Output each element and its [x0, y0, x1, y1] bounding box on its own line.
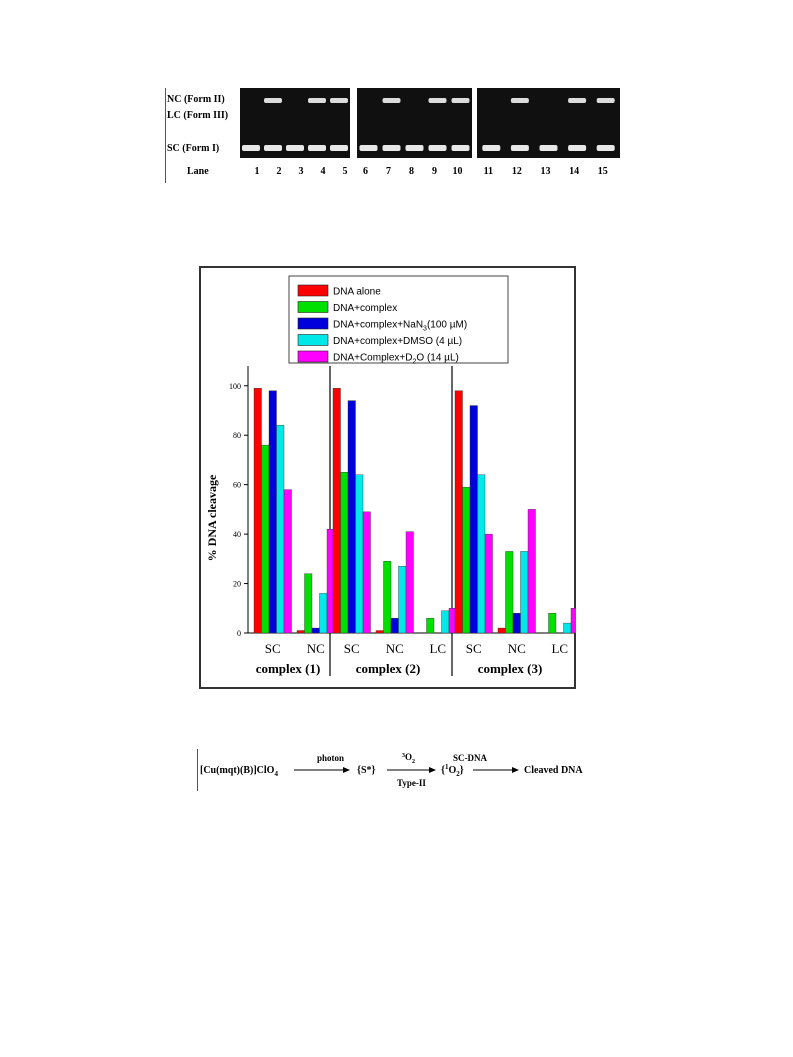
sc-band	[482, 145, 500, 151]
band-label-lc: LC (Form III)	[167, 110, 229, 121]
lane-title: Lane	[187, 166, 209, 177]
bar	[333, 388, 341, 633]
panel-label: complex (1)	[255, 661, 321, 676]
sc-band	[452, 145, 470, 151]
svg-text:[Cu(mqt)(B)]ClO4	[200, 765, 278, 778]
bar	[356, 475, 364, 633]
bar	[427, 618, 435, 633]
lane-number: 6	[363, 166, 368, 177]
bar	[363, 512, 371, 633]
sc-band	[568, 145, 586, 151]
bar	[391, 618, 399, 633]
nc-band	[308, 98, 326, 103]
dna-cleavage-bar-chart	[199, 266, 576, 689]
lane-number: 3	[298, 166, 304, 177]
nc-band	[452, 98, 470, 103]
y-tick-label: 0	[237, 629, 241, 638]
arrow-1-label: photon	[317, 753, 345, 763]
sc-band	[383, 145, 401, 151]
lane-number: 13	[540, 166, 551, 177]
sc-band	[406, 145, 424, 151]
sc-band	[540, 145, 558, 151]
group-label: SC	[264, 641, 281, 656]
lane-number: 4	[320, 166, 326, 177]
arrow-2-sub: 2	[412, 759, 416, 765]
legend-label: DNA+complex	[333, 303, 398, 314]
nc-band	[597, 98, 615, 103]
lane-number: 14	[569, 166, 580, 177]
bar	[455, 391, 463, 633]
bar	[312, 628, 320, 633]
panel-label: complex (3)	[477, 661, 543, 676]
sc-band	[242, 145, 260, 151]
nc-band	[264, 98, 282, 103]
bar	[442, 611, 450, 633]
sc-band	[330, 145, 348, 151]
group-label: NC	[306, 641, 325, 656]
sc-band	[511, 145, 529, 151]
lane-number: 7	[386, 166, 391, 177]
legend-swatch	[298, 318, 328, 329]
lane-number: 8	[409, 166, 414, 177]
singlet-close: }	[459, 765, 464, 776]
bar	[498, 628, 506, 633]
bar	[262, 445, 270, 633]
group-label: SC	[343, 641, 360, 656]
y-tick-label: 80	[233, 431, 241, 441]
y-tick-label: 60	[233, 480, 241, 490]
lane-number: 10	[452, 166, 463, 177]
bar	[269, 391, 277, 633]
bar	[406, 532, 414, 633]
arrow-3-head	[512, 767, 519, 773]
band-label-nc: NC (Form II)	[167, 94, 225, 105]
group-label: NC	[385, 641, 404, 656]
bar	[341, 472, 349, 633]
bar	[297, 631, 305, 633]
gel-panels	[240, 88, 620, 158]
group-label: NC	[507, 641, 526, 656]
bar	[320, 593, 328, 633]
nc-band	[383, 98, 401, 103]
lane-number: 1	[254, 166, 260, 177]
sc-band	[264, 145, 282, 151]
arrow-2-head	[429, 767, 436, 773]
reactant: [Cu(mqt)(B)]ClO	[200, 765, 275, 776]
lane-number: 9	[432, 166, 437, 177]
bar	[485, 534, 493, 633]
bar	[528, 509, 536, 633]
bar	[506, 551, 514, 633]
chart-legend	[289, 276, 508, 366]
bar	[284, 490, 292, 633]
sc-band	[597, 145, 615, 151]
sc-band	[308, 145, 326, 151]
lane-number: 15	[597, 166, 608, 177]
lane-number: 12	[511, 166, 522, 177]
group-label: SC	[465, 641, 482, 656]
nc-band	[568, 98, 586, 103]
excited-state: {S*}	[357, 765, 376, 776]
arrow-2-sup: 3	[402, 753, 405, 759]
y-axis-label: % DNA cleavage	[205, 474, 219, 562]
bar	[305, 574, 313, 633]
singlet-sup: 1	[444, 763, 449, 771]
lane-numbers	[255, 166, 608, 177]
bar	[277, 425, 285, 633]
bar	[463, 487, 471, 633]
legend-label: DNA alone	[333, 286, 381, 298]
lane-number: 2	[276, 166, 282, 177]
bar	[399, 566, 407, 633]
svg-text:3O2	[402, 752, 415, 765]
group-label: LC	[551, 641, 569, 656]
legend-swatch	[298, 302, 328, 313]
legend-swatch	[298, 351, 328, 362]
bar	[513, 613, 521, 633]
arrow-3-label: SC-DNA	[453, 753, 488, 763]
legend-label: $DNA+Complex+D_2O$ (14 µL)	[333, 352, 459, 366]
bar	[470, 406, 478, 633]
arrow-2-label: O	[405, 752, 413, 762]
bar	[348, 401, 356, 633]
y-tick-label: 100	[229, 381, 241, 391]
singlet-open: {	[441, 765, 445, 776]
lane-number: 5	[342, 166, 348, 177]
lane-number: 11	[483, 166, 494, 177]
gel-electrophoresis-figure	[165, 88, 625, 183]
singlet-oxygen: O	[448, 765, 457, 776]
reaction-scheme	[197, 747, 597, 795]
nc-band	[429, 98, 447, 103]
bar	[564, 623, 572, 633]
bar	[254, 388, 262, 633]
bar	[549, 613, 557, 633]
legend-label: DNA+complex+DMSO (4 µL)	[333, 336, 463, 347]
legend-swatch	[298, 335, 328, 346]
sc-band	[429, 145, 447, 151]
y-tick-label: 40	[233, 530, 241, 540]
svg-text:{1O2}	[441, 763, 464, 778]
bar	[384, 561, 392, 633]
nc-band	[511, 98, 529, 103]
reactant-subscript: 4	[274, 770, 278, 778]
band-label-sc: SC (Form I)	[167, 143, 220, 154]
arrow-2-bottom-label: Type-II	[397, 778, 426, 788]
arrow-1-head	[343, 767, 350, 773]
bar	[376, 631, 384, 633]
legend-label: DNA+complex+NaN$_3$(100 µM)	[333, 319, 468, 333]
y-tick-label: 20	[233, 579, 241, 589]
singlet-sub: 2	[456, 770, 460, 778]
nc-band	[330, 98, 348, 103]
product: Cleaved DNA	[524, 765, 583, 776]
panel-label: complex (2)	[355, 661, 421, 676]
bar	[521, 551, 529, 633]
group-label: LC	[429, 641, 447, 656]
bar	[478, 475, 486, 633]
sc-band	[286, 145, 304, 151]
sc-band	[360, 145, 378, 151]
bar	[571, 608, 576, 633]
legend-swatch	[298, 285, 328, 296]
